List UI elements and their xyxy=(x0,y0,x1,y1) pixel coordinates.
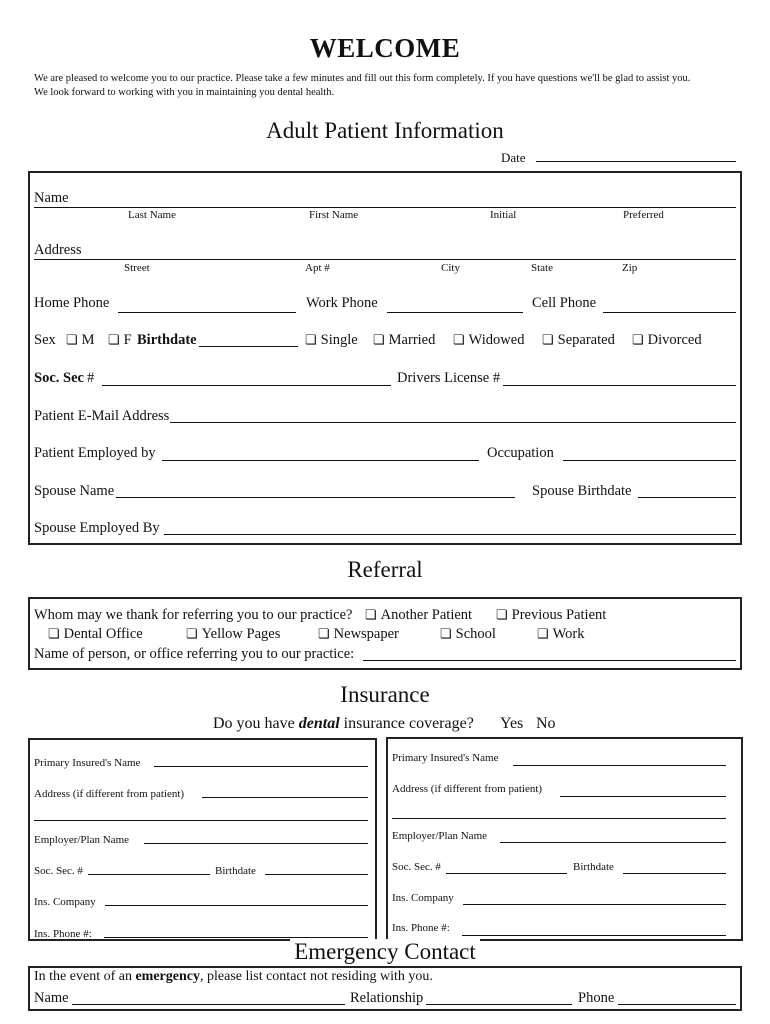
page-title: WELCOME xyxy=(309,33,461,63)
ins2-company-field[interactable] xyxy=(463,904,726,905)
ins1-address-label: Address (if different from patient) xyxy=(34,788,185,800)
single-checkbox[interactable]: ❏ Single xyxy=(305,332,358,349)
insurance-heading: Insurance xyxy=(340,682,430,707)
ins1-primary-name-label: Primary Insured's Name xyxy=(34,757,141,769)
sublabel-initial: Initial xyxy=(490,209,517,221)
emergency-heading: Emergency Contact xyxy=(0,939,770,965)
ins1-employer-field[interactable] xyxy=(144,843,368,844)
employed-by-field[interactable] xyxy=(162,460,479,461)
patient-info-box xyxy=(28,171,742,545)
ins2-company-label: Ins. Company xyxy=(392,892,454,904)
previous-patient-checkbox[interactable]: ❏ Previous Patient xyxy=(496,607,606,624)
intro-line-2: We look forward to working with you in maintaining you dental health. xyxy=(34,87,335,98)
ins2-address-field-2[interactable] xyxy=(392,818,726,819)
emergency-note: In the event of an emergency, please list contact not residing with you. xyxy=(34,969,433,984)
emergency-phone-field[interactable] xyxy=(618,1004,736,1005)
date-field[interactable] xyxy=(536,161,736,162)
birthdate-field[interactable] xyxy=(199,346,298,347)
ins2-employer-field[interactable] xyxy=(500,842,726,843)
referral-person-label: Name of person, or office referring you to our practice: xyxy=(34,646,355,662)
referral-person-field[interactable] xyxy=(363,660,736,661)
sublabel-preferred: Preferred xyxy=(623,209,664,221)
ins1-company-field[interactable] xyxy=(105,905,368,906)
cell-phone-field[interactable] xyxy=(603,312,736,313)
ins2-address-label: Address (if different from patient) xyxy=(392,783,543,795)
work-phone-field[interactable] xyxy=(387,312,523,313)
sex-m-checkbox[interactable]: ❏ M xyxy=(66,332,95,349)
date-label: Date xyxy=(501,150,526,165)
ins2-primary-name-field[interactable] xyxy=(513,765,726,766)
work-phone-label: Work Phone xyxy=(306,295,378,311)
soc-sec-field[interactable] xyxy=(102,385,391,386)
spouse-employed-field[interactable] xyxy=(164,534,736,535)
ins2-primary-name-label: Primary Insured's Name xyxy=(392,752,499,764)
sublabel-zip: Zip xyxy=(622,262,638,274)
emergency-relationship-field[interactable] xyxy=(426,1004,572,1005)
email-field[interactable] xyxy=(170,422,736,423)
dental-office-checkbox[interactable]: ❏ Dental Office xyxy=(48,626,143,643)
name-label: Name xyxy=(34,190,69,206)
emergency-relationship-label: Relationship xyxy=(350,990,424,1006)
patient-heading: Adult Patient Information xyxy=(266,118,504,143)
soc-sec-label: Soc. Sec xyxy=(34,370,84,386)
ins2-phone-field[interactable] xyxy=(462,935,726,936)
occupation-label: Occupation xyxy=(487,445,554,461)
ins2-employer-label: Employer/Plan Name xyxy=(392,830,488,842)
sublabel-state: State xyxy=(531,262,553,274)
cell-phone-label: Cell Phone xyxy=(532,295,597,311)
sublabel-street: Street xyxy=(124,262,150,274)
occupation-field[interactable] xyxy=(563,460,736,461)
spouse-birthdate-label: Spouse Birthdate xyxy=(532,483,632,499)
emergency-phone-label: Phone xyxy=(578,990,615,1006)
insurance-no[interactable]: No xyxy=(536,715,556,732)
another-patient-checkbox[interactable]: ❏ Another Patient xyxy=(365,607,472,624)
ins2-phone-label: Ins. Phone #: xyxy=(392,922,450,934)
spouse-employed-label: Spouse Employed By xyxy=(34,520,160,536)
insurance-question: Do you have dental insurance coverage? xyxy=(213,715,474,732)
ins1-soc-sec-label: Soc. Sec. # xyxy=(34,865,83,877)
ins1-company-label: Ins. Company xyxy=(34,896,96,908)
ins1-phone-field[interactable] xyxy=(104,937,368,938)
separated-checkbox[interactable]: ❏ Separated xyxy=(542,332,615,349)
soc-sec-hash: # xyxy=(87,370,95,386)
ins1-employer-label: Employer/Plan Name xyxy=(34,834,130,846)
sublabel-last-name: Last Name xyxy=(128,209,176,221)
intro-line-1: We are pleased to welcome you to our practice. Please take a few minutes and fill out this form completely. If you have questions we'll be glad to assist you. xyxy=(34,73,691,84)
address-label: Address xyxy=(34,242,82,258)
employed-by-label: Patient Employed by xyxy=(34,445,156,461)
sublabel-city: City xyxy=(441,262,460,274)
ins1-primary-name-field[interactable] xyxy=(154,766,368,767)
ins2-birthdate-label: Birthdate xyxy=(573,861,614,873)
ins1-birthdate-field[interactable] xyxy=(265,874,368,875)
referral-question: Whom may we thank for referring you to our practice? xyxy=(34,607,353,623)
ins1-birthdate-label: Birthdate xyxy=(215,865,256,877)
home-phone-field[interactable] xyxy=(118,312,296,313)
insurance-yes[interactable]: Yes xyxy=(500,715,524,732)
emergency-name-field[interactable] xyxy=(72,1004,345,1005)
ins2-birthdate-field[interactable] xyxy=(623,873,726,874)
divorced-checkbox[interactable]: ❏ Divorced xyxy=(632,332,702,349)
married-checkbox[interactable]: ❏ Married xyxy=(373,332,435,349)
sex-f-checkbox[interactable]: ❏ F xyxy=(108,332,132,349)
ins1-address-field[interactable] xyxy=(202,797,368,798)
referral-heading: Referral xyxy=(347,557,423,582)
sublabel-first-name: First Name xyxy=(309,209,359,221)
work-checkbox[interactable]: ❏ Work xyxy=(537,626,585,643)
spouse-birthdate-field[interactable] xyxy=(638,497,736,498)
email-label: Patient E-Mail Address xyxy=(34,408,170,424)
emergency-name-label: Name xyxy=(34,990,69,1006)
drivers-license-field[interactable] xyxy=(503,385,736,386)
spouse-name-label: Spouse Name xyxy=(34,483,115,499)
ins1-address-field-2[interactable] xyxy=(34,820,368,821)
address-field[interactable] xyxy=(34,259,736,260)
ins2-address-field[interactable] xyxy=(560,796,726,797)
school-checkbox[interactable]: ❏ School xyxy=(440,626,496,643)
sublabel-apt: Apt # xyxy=(305,262,330,274)
home-phone-label: Home Phone xyxy=(34,295,110,311)
yellow-pages-checkbox[interactable]: ❏ Yellow Pages xyxy=(186,626,280,643)
name-field[interactable] xyxy=(34,207,736,208)
newspaper-checkbox[interactable]: ❏ Newspaper xyxy=(318,626,399,643)
sex-label: Sex xyxy=(34,332,56,348)
ins2-soc-sec-label: Soc. Sec. # xyxy=(392,861,441,873)
widowed-checkbox[interactable]: ❏ Widowed xyxy=(453,332,524,349)
birthdate-label: Birthdate xyxy=(137,332,197,348)
ins2-soc-sec-field[interactable] xyxy=(446,873,567,874)
ins1-soc-sec-field[interactable] xyxy=(88,874,210,875)
ins1-phone-label: Ins. Phone #: xyxy=(34,928,92,940)
drivers-license-label: Drivers License # xyxy=(397,370,501,386)
spouse-name-field[interactable] xyxy=(116,497,515,498)
